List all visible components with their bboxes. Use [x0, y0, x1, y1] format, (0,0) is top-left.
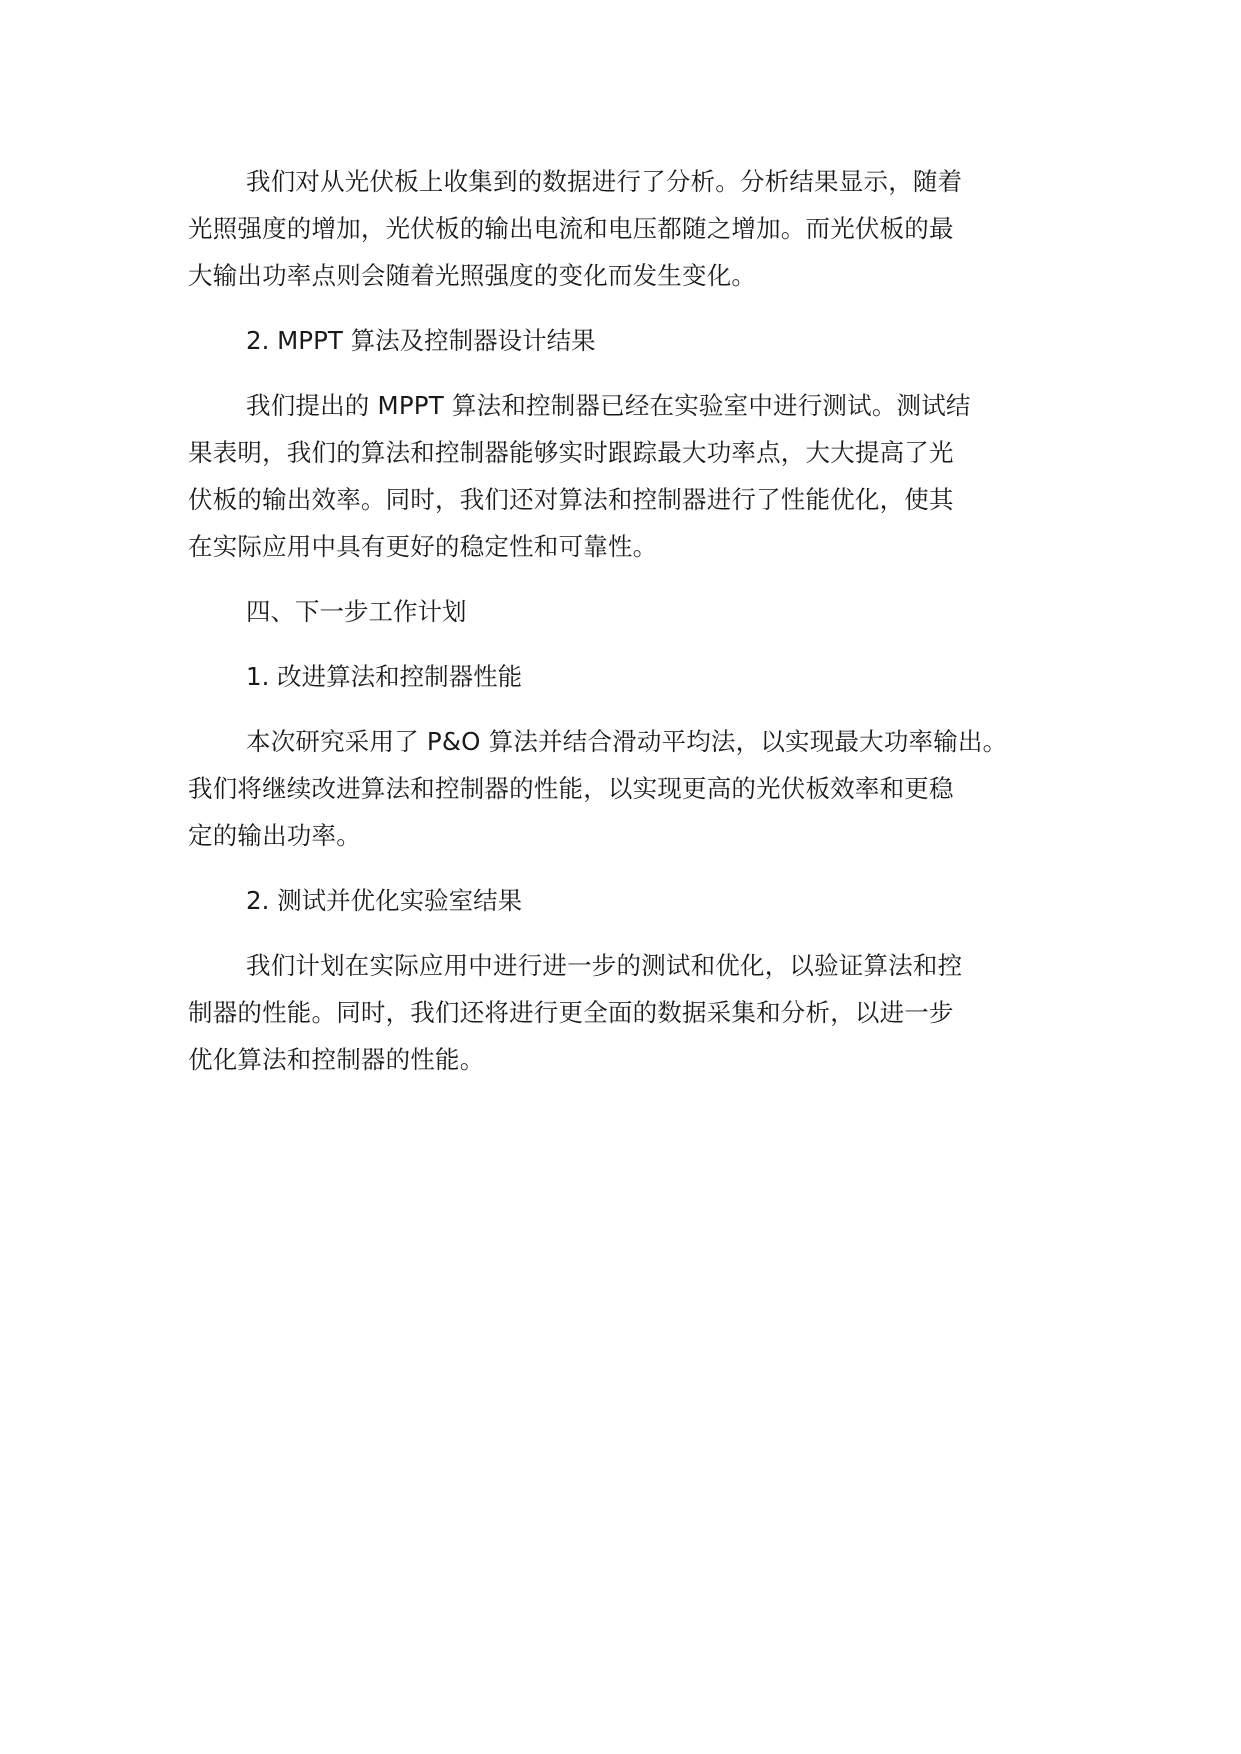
- paragraph-line: 光照强度的增加，光伏板的输出电流和电压都随之增加。而光伏板的最: [188, 214, 954, 243]
- paragraph-line: 定的输出功率。: [188, 821, 361, 850]
- paragraph-line: 优化算法和控制器的性能。: [188, 1045, 485, 1074]
- section-heading-next-plan: 四、下一步工作计划: [246, 597, 467, 626]
- section-heading-mppt-results: 2. MPPT 算法及控制器设计结果: [246, 326, 596, 355]
- paragraph-line: 我们对从光伏板上收集到的数据进行了分析。分析结果显示，随着: [246, 167, 963, 196]
- paragraph-line: 我们将继续改进算法和控制器的性能，以实现更高的光伏板效率和更稳: [188, 774, 954, 803]
- paragraph-line: 本次研究采用了 P&O 算法并结合滑动平均法，以实现最大功率输出。: [246, 727, 1008, 756]
- paragraph-line: 伏板的输出效率。同时，我们还对算法和控制器进行了性能优化，使其: [188, 485, 954, 514]
- paragraph-improve-algorithm: [188, 718, 1050, 859]
- paragraph-line: 制器的性能。同时，我们还将进行更全面的数据采集和分析，以进一步: [188, 998, 954, 1027]
- paragraph-line: 我们计划在实际应用中进行进一步的测试和优化，以验证算法和控: [246, 951, 963, 980]
- paragraph-test-optimize: [188, 942, 1050, 1083]
- section-heading-improve-algorithm: 1. 改进算法和控制器性能: [246, 662, 523, 691]
- paragraph-mppt-test: [188, 382, 1050, 570]
- paragraph-line: 果表明，我们的算法和控制器能够实时跟踪最大功率点，大大提高了光: [188, 438, 954, 467]
- section-heading-test-optimize: 2. 测试并优化实验室结果: [246, 886, 523, 915]
- document-body: [188, 158, 1050, 1101]
- paragraph-line: 在实际应用中具有更好的稳定性和可靠性。: [188, 532, 658, 561]
- paragraph-line: 大输出功率点则会随着光照强度的变化而发生变化。: [188, 261, 757, 290]
- paragraph-data-analysis: [188, 158, 1050, 299]
- paragraph-line: 我们提出的 MPPT 算法和控制器已经在实验室中进行测试。测试结: [246, 391, 971, 420]
